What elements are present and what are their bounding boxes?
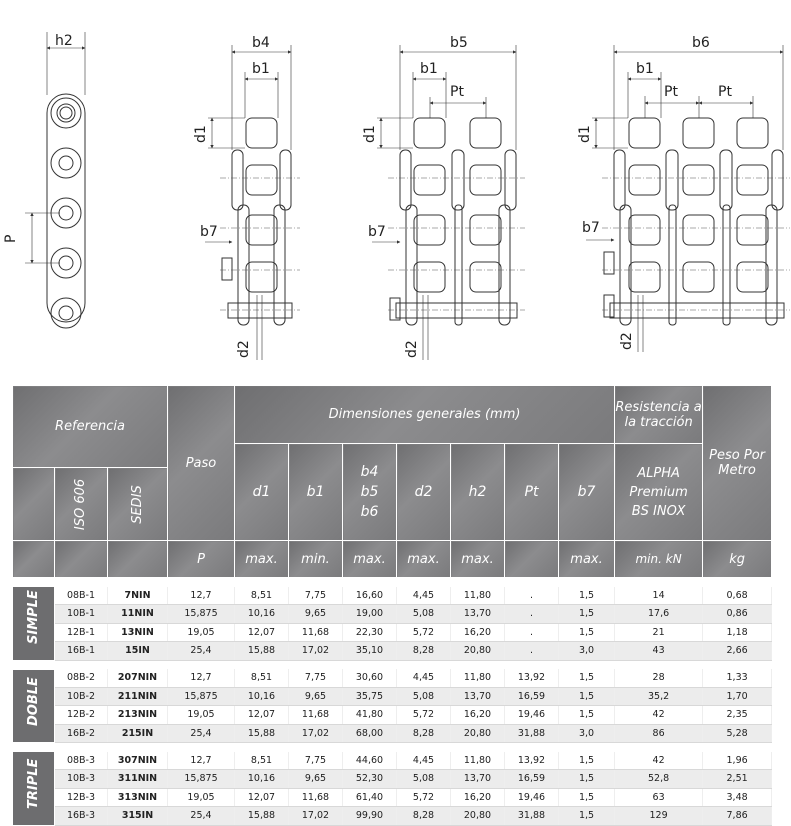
cell-peso: 1,18 (703, 623, 772, 642)
cell-b456: 22,30 (343, 623, 397, 642)
cell-resistencia: 129 (615, 807, 703, 826)
table-row (13, 770, 772, 789)
cell-b1: 11,68 (289, 623, 343, 642)
unit-h2: max. (451, 541, 505, 578)
header-units-blank-1 (13, 541, 55, 578)
cell-h2: 11,80 (451, 669, 505, 687)
cell-paso: 12,7 (168, 752, 235, 770)
cell-h2: 11,80 (451, 587, 505, 605)
cell-d1: 8,51 (235, 669, 289, 687)
cell-h2: 13,70 (451, 605, 505, 624)
cell-pt: . (505, 605, 559, 624)
cell-b7: 3,0 (559, 724, 615, 743)
header-resistencia: Resistencia a la tracción (615, 386, 703, 444)
header-b7: b7 (559, 444, 615, 541)
cell-d2: 5,08 (397, 770, 451, 789)
label-p: P (3, 234, 19, 243)
cell-d2: 5,08 (397, 605, 451, 624)
unit-peso: kg (703, 541, 772, 578)
label-pt: Pt (718, 84, 732, 100)
label-d2: d2 (619, 332, 635, 350)
side-view-drawing (3, 32, 85, 328)
cell-pt: 19,46 (505, 788, 559, 807)
cell-iso: 16B-2 (55, 724, 108, 743)
cell-b7: 1,5 (559, 605, 615, 624)
cell-peso: 0,68 (703, 587, 772, 605)
cell-iso: 16B-1 (55, 642, 108, 661)
cell-d1: 15,88 (235, 807, 289, 826)
cell-paso: 12,7 (168, 587, 235, 605)
cell-sedis: 307NIN (108, 752, 168, 770)
unit-b1: min. (289, 541, 343, 578)
cell-d1: 10,16 (235, 770, 289, 789)
cell-d1: 12,07 (235, 706, 289, 725)
cell-d2: 8,28 (397, 807, 451, 826)
cell-pt: . (505, 642, 559, 661)
cell-b7: 1,5 (559, 807, 615, 826)
cell-pt: 31,88 (505, 807, 559, 826)
table-row (13, 788, 772, 807)
cell-peso: 1,33 (703, 669, 772, 687)
cell-b1: 11,68 (289, 788, 343, 807)
simple-chain-drawing (193, 35, 300, 360)
header-paso: Paso (168, 386, 235, 541)
cell-peso: 1,70 (703, 687, 772, 706)
cell-d1: 12,07 (235, 788, 289, 807)
cell-h2: 16,20 (451, 788, 505, 807)
cell-resistencia: 43 (615, 642, 703, 661)
cell-sedis: 15IN (108, 642, 168, 661)
cell-sedis: 7NIN (108, 587, 168, 605)
table-row (13, 687, 772, 706)
cell-sedis: 211NIN (108, 687, 168, 706)
cell-pt: 13,92 (505, 669, 559, 687)
cell-b456: 19,00 (343, 605, 397, 624)
cell-peso: 2,51 (703, 770, 772, 789)
header-brands: ALPHA Premium BS INOX (615, 444, 703, 541)
label-d2: d2 (236, 340, 252, 358)
header-b4-b5-b6: b4 b5 b6 (343, 444, 397, 541)
unit-d2: max. (397, 541, 451, 578)
table-header (13, 386, 772, 578)
label-b7: b7 (200, 224, 218, 240)
cell-resistencia: 21 (615, 623, 703, 642)
label-d1: d1 (577, 125, 593, 143)
table-row (13, 807, 772, 826)
triple-chain-drawing (577, 35, 790, 352)
cell-h2: 16,20 (451, 706, 505, 725)
table-row (13, 752, 772, 770)
header-dimensiones: Dimensiones generales (mm) (235, 386, 615, 444)
cell-paso: 12,7 (168, 669, 235, 687)
table-row (13, 669, 772, 687)
cell-resistencia: 63 (615, 788, 703, 807)
group-label-triple: TRIPLE (13, 752, 55, 826)
unit-paso: P (168, 541, 235, 578)
separator-cell (13, 743, 772, 752)
cell-b1: 17,02 (289, 807, 343, 826)
cell-peso: 2,66 (703, 642, 772, 661)
cell-sedis: 315IN (108, 807, 168, 826)
table-body (13, 578, 772, 826)
cell-b456: 44,60 (343, 752, 397, 770)
cell-pt: . (505, 623, 559, 642)
cell-d1: 15,88 (235, 642, 289, 661)
cell-sedis: 311NIN (108, 770, 168, 789)
cell-d2: 5,72 (397, 623, 451, 642)
label-b1: b1 (420, 61, 438, 77)
cell-b1: 7,75 (289, 669, 343, 687)
group-label-doble: DOBLE (13, 669, 55, 743)
cell-b456: 30,60 (343, 669, 397, 687)
cell-iso: 10B-3 (55, 770, 108, 789)
group-separator (13, 660, 772, 669)
cell-paso: 25,4 (168, 807, 235, 826)
cell-b1: 9,65 (289, 605, 343, 624)
cell-d2: 5,08 (397, 687, 451, 706)
cell-resistencia: 86 (615, 724, 703, 743)
cell-b7: 1,5 (559, 752, 615, 770)
group-separator (13, 743, 772, 752)
cell-h2: 16,20 (451, 623, 505, 642)
table-row (13, 642, 772, 661)
table-row (13, 587, 772, 605)
header-pt: Pt (505, 444, 559, 541)
cell-paso: 15,875 (168, 605, 235, 624)
cell-b1: 11,68 (289, 706, 343, 725)
label-b7: b7 (582, 220, 600, 236)
spec-table (12, 385, 772, 826)
label-b6: b6 (692, 35, 710, 51)
label-b4: b4 (252, 35, 270, 51)
cell-d2: 5,72 (397, 788, 451, 807)
cell-h2: 13,70 (451, 687, 505, 706)
cell-paso: 19,05 (168, 788, 235, 807)
cell-sedis: 207NIN (108, 669, 168, 687)
header-sedis: SEDIS (108, 468, 168, 541)
cell-pt: 13,92 (505, 752, 559, 770)
cell-resistencia: 17,6 (615, 605, 703, 624)
separator-cell (13, 660, 772, 669)
cell-h2: 20,80 (451, 642, 505, 661)
cell-paso: 15,875 (168, 687, 235, 706)
cell-d2: 4,45 (397, 752, 451, 770)
unit-pt (505, 541, 559, 578)
separator-cell (13, 578, 772, 587)
header-group-blank (13, 468, 55, 541)
cell-iso: 16B-3 (55, 807, 108, 826)
cell-d2: 4,45 (397, 669, 451, 687)
cell-iso: 08B-2 (55, 669, 108, 687)
cell-paso: 15,875 (168, 770, 235, 789)
cell-peso: 0,86 (703, 605, 772, 624)
cell-b1: 9,65 (289, 687, 343, 706)
cell-resistencia: 14 (615, 587, 703, 605)
group-label-simple: SIMPLE (13, 587, 55, 661)
cell-iso: 08B-3 (55, 752, 108, 770)
cell-b456: 35,10 (343, 642, 397, 661)
cell-iso: 12B-3 (55, 788, 108, 807)
cell-sedis: 213NIN (108, 706, 168, 725)
cell-b1: 17,02 (289, 724, 343, 743)
cell-d2: 8,28 (397, 642, 451, 661)
cell-peso: 2,35 (703, 706, 772, 725)
cell-iso: 10B-2 (55, 687, 108, 706)
cell-sedis: 13NIN (108, 623, 168, 642)
cell-d1: 8,51 (235, 587, 289, 605)
cell-b456: 68,00 (343, 724, 397, 743)
unit-b7: max. (559, 541, 615, 578)
unit-res: min. kN (615, 541, 703, 578)
cell-d2: 5,72 (397, 706, 451, 725)
cell-peso: 7,86 (703, 807, 772, 826)
cell-paso: 25,4 (168, 642, 235, 661)
cell-pt: . (505, 587, 559, 605)
label-h2: h2 (55, 33, 73, 49)
cell-d2: 4,45 (397, 587, 451, 605)
label-b1: b1 (636, 61, 654, 77)
cell-resistencia: 42 (615, 706, 703, 725)
cell-h2: 20,80 (451, 807, 505, 826)
cell-b1: 17,02 (289, 642, 343, 661)
label-d2: d2 (404, 340, 420, 358)
cell-iso: 10B-1 (55, 605, 108, 624)
label-b1: b1 (252, 61, 270, 77)
cell-pt: 19,46 (505, 706, 559, 725)
cell-sedis: 11NIN (108, 605, 168, 624)
header-h2: h2 (451, 444, 505, 541)
cell-b1: 7,75 (289, 587, 343, 605)
label-b7: b7 (368, 224, 386, 240)
cell-resistencia: 35,2 (615, 687, 703, 706)
cell-peso: 5,28 (703, 724, 772, 743)
cell-sedis: 313NIN (108, 788, 168, 807)
cell-peso: 3,48 (703, 788, 772, 807)
cell-h2: 20,80 (451, 724, 505, 743)
cell-h2: 11,80 (451, 752, 505, 770)
cell-b1: 7,75 (289, 752, 343, 770)
header-d2: d2 (397, 444, 451, 541)
cell-resistencia: 42 (615, 752, 703, 770)
cell-b456: 61,40 (343, 788, 397, 807)
header-units-blank-3 (108, 541, 168, 578)
cell-d1: 10,16 (235, 605, 289, 624)
cell-paso: 19,05 (168, 623, 235, 642)
cell-iso: 08B-1 (55, 587, 108, 605)
cell-b456: 99,90 (343, 807, 397, 826)
table-row (13, 706, 772, 725)
cell-pt: 16,59 (505, 687, 559, 706)
cell-paso: 19,05 (168, 706, 235, 725)
header-referencia: Referencia (13, 386, 168, 468)
unit-b456: max. (343, 541, 397, 578)
cell-d1: 8,51 (235, 752, 289, 770)
header-d1: d1 (235, 444, 289, 541)
cell-sedis: 215IN (108, 724, 168, 743)
label-b5: b5 (450, 35, 468, 51)
cell-b456: 41,80 (343, 706, 397, 725)
table-row (13, 724, 772, 743)
cell-pt: 16,59 (505, 770, 559, 789)
cell-peso: 1,96 (703, 752, 772, 770)
header-units-blank-2 (55, 541, 108, 578)
label-pt: Pt (664, 84, 678, 100)
cell-pt: 31,88 (505, 724, 559, 743)
cell-b7: 1,5 (559, 706, 615, 725)
cell-d2: 8,28 (397, 724, 451, 743)
double-chain-drawing (362, 35, 525, 360)
group-separator (13, 578, 772, 587)
cell-b7: 1,5 (559, 687, 615, 706)
cell-b456: 16,60 (343, 587, 397, 605)
cell-resistencia: 28 (615, 669, 703, 687)
cell-b456: 35,75 (343, 687, 397, 706)
label-d1: d1 (193, 125, 209, 143)
cell-b7: 1,5 (559, 788, 615, 807)
header-peso: Peso Por Metro (703, 386, 772, 541)
cell-iso: 12B-1 (55, 623, 108, 642)
cell-d1: 10,16 (235, 687, 289, 706)
cell-b7: 1,5 (559, 770, 615, 789)
cell-b7: 1,5 (559, 669, 615, 687)
header-iso: ISO 606 (55, 468, 108, 541)
cell-b7: 3,0 (559, 642, 615, 661)
cell-resistencia: 52,8 (615, 770, 703, 789)
cell-d1: 15,88 (235, 724, 289, 743)
cell-paso: 25,4 (168, 724, 235, 743)
cell-h2: 13,70 (451, 770, 505, 789)
label-d1: d1 (362, 125, 378, 143)
cell-b1: 9,65 (289, 770, 343, 789)
header-b1: b1 (289, 444, 343, 541)
cell-b456: 52,30 (343, 770, 397, 789)
label-pt: Pt (450, 84, 464, 100)
cell-b7: 1,5 (559, 587, 615, 605)
cell-iso: 12B-2 (55, 706, 108, 725)
unit-d1: max. (235, 541, 289, 578)
cell-b7: 1,5 (559, 623, 615, 642)
table-row (13, 605, 772, 624)
cell-d1: 12,07 (235, 623, 289, 642)
table-row (13, 623, 772, 642)
chain-drawings (0, 0, 791, 380)
